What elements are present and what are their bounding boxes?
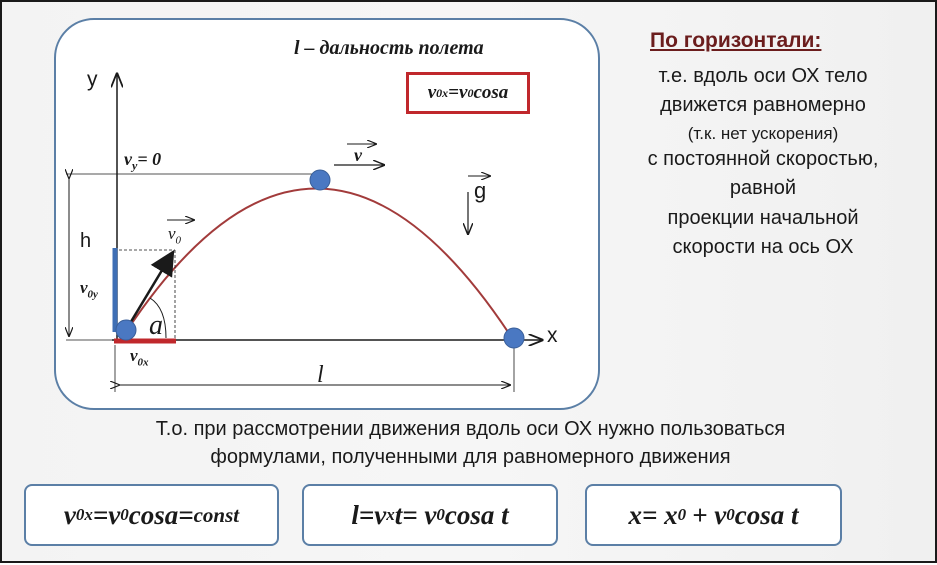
bottom-text-line1: Т.о. при рассмотрении движения вдоль оси ОХ нужно пользоваться <box>155 418 786 440</box>
right-text-line5: равной <box>729 177 797 199</box>
v0-label: $v_0$ <box>168 224 182 247</box>
diagram-title: l – дальность полета <box>294 37 484 59</box>
h-label: h <box>80 230 92 252</box>
bottom-text-line2: формулами, полученными для равномерного движения <box>210 446 731 468</box>
right-text-line4: с постоянной скоростью, <box>647 148 879 170</box>
right-text-line1: т.е. вдоль оси ОХ тело <box>658 65 868 87</box>
vy-zero-label: $v_y= 0$ <box>124 149 162 173</box>
alpha-label: a <box>149 310 163 341</box>
formula-box-position: x= x 0 + v 0 cosa t <box>585 484 842 546</box>
right-text-line7: скорости на ось ОХ <box>672 236 854 258</box>
ball-apex <box>310 170 330 190</box>
vox-formula-box: v 0x =v 0 cosa <box>406 72 530 114</box>
right-text-line3: (т.к. нет ускорения) <box>687 124 839 143</box>
ball-start <box>116 320 136 340</box>
v-label: v <box>354 145 362 165</box>
x-axis-label: x <box>547 324 558 347</box>
y-axis-label: y <box>87 68 98 91</box>
ball-end <box>504 328 524 348</box>
heading-horizontal: По горизонтали: <box>650 29 822 52</box>
right-text-line2: движется равномерно <box>660 94 866 116</box>
v0y-label: $v_{0y}$ <box>80 278 98 301</box>
v0x-label: $v_{0x}$ <box>130 346 149 369</box>
l-label: l <box>317 362 324 388</box>
g-label: g <box>474 178 487 203</box>
formula-box-range: l=v x t= v 0 cosa t <box>302 484 558 546</box>
right-text-line6: проекции начальной <box>667 207 859 229</box>
trajectory-curve <box>126 188 512 338</box>
formula-box-velocity: v 0x =v 0 cosa= const <box>24 484 279 546</box>
